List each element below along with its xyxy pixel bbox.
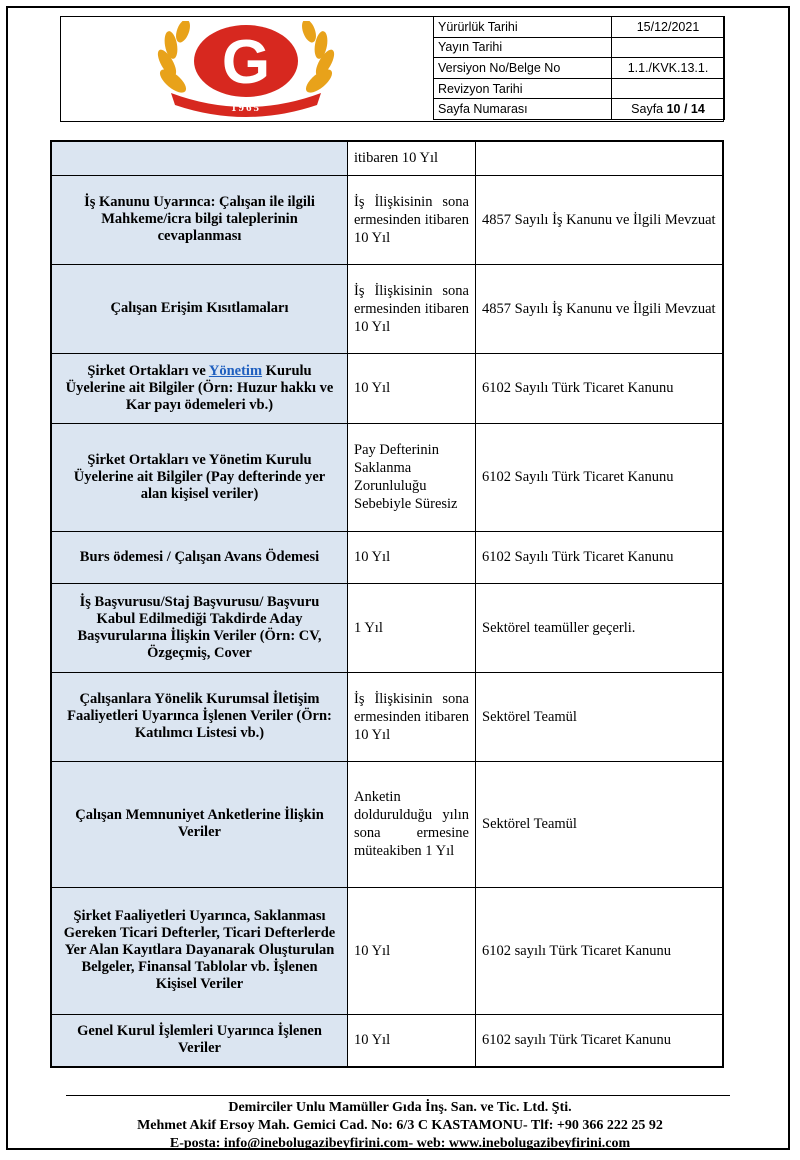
document-footer bbox=[40, 1099, 760, 1153]
category-cell: Çalışanlara Yönelik Kurumsal İletişim Faaliyetleri Uyarınca İşlenen Veriler (Örn: Katılımcı Listesi vb.) bbox=[51, 672, 348, 761]
table-row bbox=[51, 264, 723, 353]
category-text: Şirket Ortakları ve bbox=[87, 362, 209, 379]
category-cell: Burs ödemesi / Çalışan Avans Ödemesi bbox=[51, 531, 348, 583]
category-cell: Çalışan Erişim Kısıtlamaları bbox=[51, 264, 348, 353]
page-separator: / bbox=[680, 102, 691, 117]
duration-cell: 10 Yıl bbox=[348, 887, 476, 1014]
category-cell bbox=[51, 353, 348, 423]
footer-address: Mehmet Akif Ersoy Mah. Gemici Cad. No: 6/3 C KASTAMONU- Tlf: +90 366 222 25 92 bbox=[137, 1118, 663, 1133]
document-header bbox=[60, 16, 724, 122]
footer-divider bbox=[66, 1095, 730, 1096]
basis-cell: 6102 Sayılı Türk Ticaret Kanunu bbox=[476, 423, 724, 531]
basis-cell: 6102 sayılı Türk Ticaret Kanunu bbox=[476, 1014, 724, 1067]
meta-value: 1.1./KVK.13.1. bbox=[612, 58, 725, 79]
table-row bbox=[51, 353, 723, 423]
category-cell: Şirket Ortakları ve Yönetim Kurulu Üyelerine ait Bilgiler (Pay defterinde yer alan kişisel veriler) bbox=[51, 423, 348, 531]
meta-label: Yürürlük Tarihi bbox=[434, 17, 612, 38]
duration-cell: 10 Yıl bbox=[348, 1014, 476, 1067]
duration-cell: İş İlişkisinin sona ermesinden itibaren 10 Yıl bbox=[348, 672, 476, 761]
svg-text:1965: 1965 bbox=[231, 102, 261, 114]
meta-row bbox=[434, 17, 725, 38]
duration-cell: İş İlişkisinin sona ermesinden itibaren 10 Yıl bbox=[348, 264, 476, 353]
company-logo bbox=[61, 17, 431, 121]
basis-cell: Sektörel Teamül bbox=[476, 672, 724, 761]
duration-cell: itibaren 10 Yıl bbox=[348, 141, 476, 175]
duration-cell: Pay Defterinin Saklanma Zorunluluğu Sebebiyle Süresiz bbox=[348, 423, 476, 531]
duration-cell: Anketin doldurulduğu yılın sona ermesine müteakiben 1 Yıl bbox=[348, 761, 476, 887]
table-row bbox=[51, 761, 723, 887]
document-meta-table bbox=[433, 16, 725, 120]
page-prefix: Sayfa bbox=[631, 102, 667, 117]
table-row bbox=[51, 887, 723, 1014]
meta-row bbox=[434, 99, 725, 120]
basis-cell: 4857 Sayılı İş Kanunu ve İlgili Mevzuat bbox=[476, 264, 724, 353]
footer-company: Demirciler Unlu Mamüller Gıda İnş. San. ve Tic. Ltd. Şti. bbox=[228, 1100, 572, 1115]
meta-row bbox=[434, 58, 725, 79]
meta-label: Revizyon Tarihi bbox=[434, 78, 612, 99]
category-cell bbox=[51, 141, 348, 175]
page-number bbox=[612, 99, 725, 120]
table-row bbox=[51, 1014, 723, 1067]
basis-cell: 6102 Sayılı Türk Ticaret Kanunu bbox=[476, 353, 724, 423]
duration-cell: 10 Yıl bbox=[348, 531, 476, 583]
yonetim-link[interactable]: Yönetim bbox=[208, 362, 263, 379]
meta-value bbox=[612, 37, 725, 58]
table-row bbox=[51, 141, 723, 175]
table-row bbox=[51, 583, 723, 672]
table-row bbox=[51, 672, 723, 761]
category-cell: İş Başvurusu/Staj Başvurusu/ Başvuru Kabul Edilmediği Takdirde Aday Başvurularına İlişkin Veriler (Örn: CV, Özgeçmiş, Cover bbox=[51, 583, 348, 672]
footer-contact: E-posta: info@inebolugazibeyfirini.com- web: www.inebolugazibeyfirini.com bbox=[169, 1136, 631, 1151]
basis-cell: 6102 Sayılı Türk Ticaret Kanunu bbox=[476, 531, 724, 583]
table-row bbox=[51, 175, 723, 264]
category-cell: Şirket Faaliyetleri Uyarınca, Saklanması Gereken Ticari Defterler, Ticari Defterlerde Yer Alan Kayıtlara Dayanarak Oluşturulan Belgeler, Finansal Tablolar vb. İşlenen Kişisel Veriler bbox=[51, 887, 348, 1014]
meta-label: Sayfa Numarası bbox=[434, 99, 612, 120]
meta-row bbox=[434, 37, 725, 58]
category-cell: Genel Kurul İşlemleri Uyarınca İşlenen Veriler bbox=[51, 1014, 348, 1067]
category-cell: Çalışan Memnuniyet Anketlerine İlişkin Veriler bbox=[51, 761, 348, 887]
basis-cell: 4857 Sayılı İş Kanunu ve İlgili Mevzuat bbox=[476, 175, 724, 264]
meta-value: 15/12/2021 bbox=[612, 17, 725, 38]
basis-cell bbox=[476, 141, 724, 175]
meta-label: Yayın Tarihi bbox=[434, 37, 612, 58]
total-pages: 14 bbox=[690, 102, 705, 117]
meta-label: Versiyon No/Belge No bbox=[434, 58, 612, 79]
table-row bbox=[51, 531, 723, 583]
category-cell: İş Kanunu Uyarınca: Çalışan ile ilgili Mahkeme/icra bilgi taleplerinin cevaplanması bbox=[51, 175, 348, 264]
category-text: Kurulu Üyelerine ait Bilgiler (Örn: Huzur hakkı ve Kar payı ödemeleri vb.) bbox=[65, 362, 334, 413]
duration-cell: 10 Yıl bbox=[348, 353, 476, 423]
current-page: 10 bbox=[666, 102, 681, 117]
meta-row bbox=[434, 78, 725, 99]
wheat-logo-icon bbox=[151, 21, 341, 117]
svg-text:G: G bbox=[221, 28, 271, 97]
table-row bbox=[51, 423, 723, 531]
meta-value bbox=[612, 78, 725, 99]
basis-cell: Sektörel Teamül bbox=[476, 761, 724, 887]
retention-table bbox=[50, 140, 724, 1068]
basis-cell: Sektörel teamüller geçerli. bbox=[476, 583, 724, 672]
basis-cell: 6102 sayılı Türk Ticaret Kanunu bbox=[476, 887, 724, 1014]
duration-cell: İş İlişkisinin sona ermesinden itibaren 10 Yıl bbox=[348, 175, 476, 264]
duration-cell: 1 Yıl bbox=[348, 583, 476, 672]
